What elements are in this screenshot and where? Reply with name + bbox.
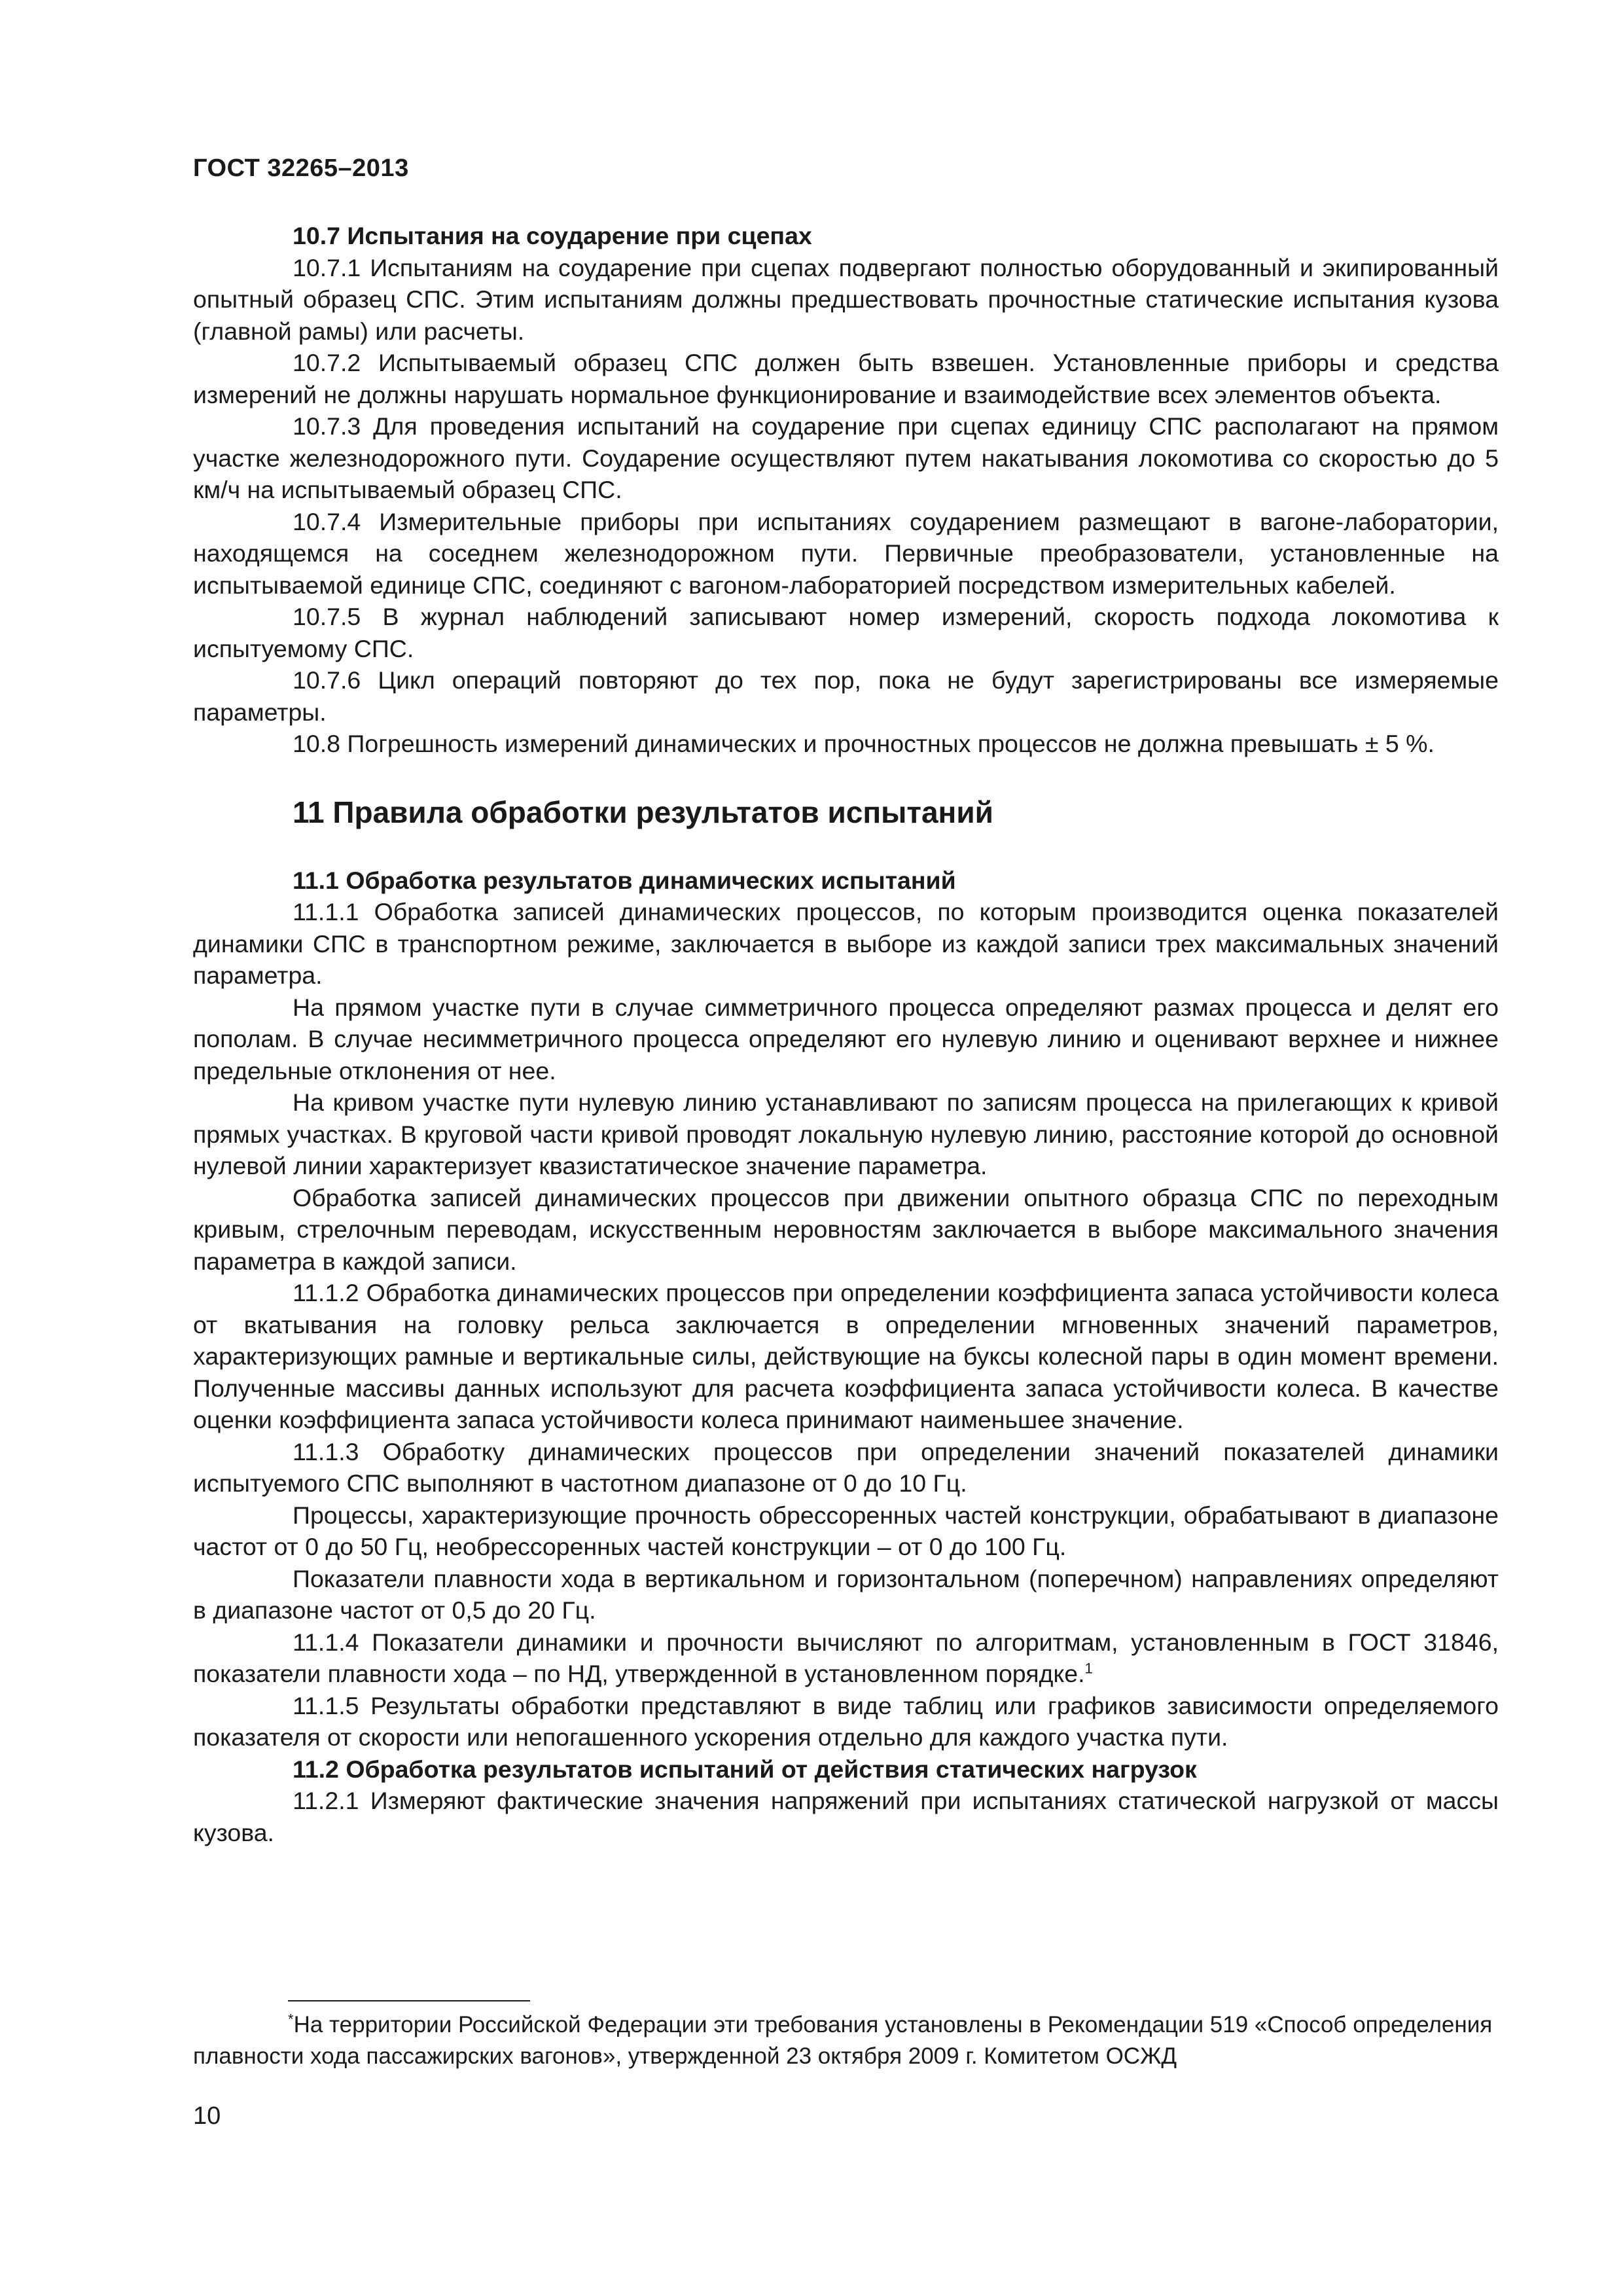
section-heading-11: 11 Правила обработки результатов испытаний	[293, 795, 993, 829]
paragraph-11-1-4	[193, 1626, 1499, 1690]
paragraph-11-1-1-curve: На кривом участке пути нулевую линию устанавливают по записям процесса на прилегающих к кривой прямых участках. В круговой части кривой проводят локальную нулевую линию, расстояние которой до основной нулевой линии характеризует квазистатическое значение параметра.	[193, 1088, 1499, 1179]
subsection-heading-11-2: 11.2 Обработка результатов испытаний от действия статических нагрузок	[293, 1755, 1197, 1783]
standard-designation: ГОСТ 32265–2013	[193, 154, 409, 182]
paragraph-11-1-2: 11.1.2 Обработка динамических процессов при определении коэффициента запаса устойчивости колеса от вкатывания на головку рельса заключается в определении мгновенных значений параметров, характеризующих рамные и вертикальные силы, действующие на буксы колесной пары в один момент времени. Полученные массивы данных используют для расчета коэффициента запаса устойчивости колеса. В качестве оценки коэффициента запаса устойчивости колеса принимают наименьшее значение.	[193, 1279, 1499, 1433]
paragraph-10-7-1: 10.7.1 Испытаниям на соударение при сцепах подвергают полностью оборудованный и экипированный опытный образец СПС. Этим испытаниям должны предшествовать прочностные статические испытания кузова (главной рамы) или расчеты.	[193, 253, 1499, 345]
paragraph-11-1-5: 11.1.5 Результаты обработки представляют в виде таблиц или графиков зависимости определяемого показателя от скорости или непогашенного ускорения отдельно для каждого участка пути.	[193, 1691, 1499, 1751]
paragraph-11-1-3-strength: Процессы, характеризующие прочность обрессоренных частей конструкции, обрабатывают в диапазоне частот от 0 до 50 Гц, необрессоренных частей конструкции – от 0 до 100 Гц.	[193, 1501, 1499, 1560]
footnote-reference[interactable]: 1	[1084, 1660, 1093, 1677]
paragraph-11-1-3-smoothness: Показатели плавности хода в вертикальном и горизонтальном (поперечном) направлениях определяют в диапазоне частот от 0,5 до 20 Гц.	[193, 1564, 1499, 1624]
paragraph-11-1-1: 11.1.1 Обработка записей динамических процессов, по которым производится оценка показателей динамики СПС в транспортном режиме, заключается в выборе из каждой записи трех максимальных значений параметра.	[193, 898, 1499, 989]
paragraph-11-1-1-straight: На прямом участке пути в случае симметричного процесса определяют размах процесса и делят его пополам. В случае несимметричного процесса определяют его нулевую линию и оценивают верхнее и нижнее предельные отклонения от нее.	[193, 993, 1499, 1085]
footnote-marker: *	[288, 2011, 294, 2028]
page-content	[193, 220, 1499, 1848]
paragraph-11-1-1-transition: Обработка записей динамических процессов при движении опытного образца СПС по переходным кривым, стрелочным переводам, искусственным неровностям заключается в выборе максимального значения параметра в каждой записи.	[193, 1183, 1499, 1275]
paragraph-10-7-5: 10.7.5 В журнал наблюдений записывают номер измерений, скорость подхода локомотива к испытуемому СПС.	[193, 603, 1499, 662]
paragraph-10-7-2: 10.7.2 Испытываемый образец СПС должен быть взвешен. Установленные приборы и средства измерений не должны нарушать нормальное функционирование и взаимодействие всех элементов объекта.	[193, 349, 1499, 408]
footnote-divider	[288, 2000, 530, 2001]
paragraph-10-8: 10.8 Погрешность измерений динамических и прочностных процессов не должна превышать ± 5 %.	[293, 730, 1435, 757]
paragraph-11-2-1: 11.2.1 Измеряют фактические значения напряжений при испытаниях статической нагрузкой от массы кузова.	[193, 1787, 1499, 1846]
footnote-text: На территории Российской Федерации эти требования установлены в Рекомендации 519 «Способ определения плавности хода пассажирских вагонов», утвержденной 23 октября 2009 г. Комитетом ОСЖД	[193, 2012, 1493, 2069]
footnote	[193, 2009, 1499, 2072]
paragraph-11-1-4-text: 11.1.4 Показатели динамики и прочности вычисляют по алгоритмам, установленным в ГОСТ 31846, показатели плавности хода – по НД, утвержденной в установленном порядке.	[193, 1628, 1499, 1687]
paragraph-11-1-3: 11.1.3 Обработку динамических процессов при определении значений показателей динамики испытуемого СПС выполняют в частотном диапазоне от 0 до 10 Гц.	[193, 1437, 1499, 1497]
paragraph-10-7-3: 10.7.3 Для проведения испытаний на соударение при сцепах единицу СПС располагают на прямом участке железнодорожного пути. Соударение осуществляют путем накатывания локомотива со скоростью до 5 км/ч на испытываемый образец СПС.	[193, 412, 1499, 503]
paragraph-10-7-6: 10.7.6 Цикл операций повторяют до тех пор, пока не будут зарегистрированы все измеряемые параметры.	[193, 666, 1499, 726]
subsection-heading-10-7: 10.7 Испытания на соударение при сцепах	[293, 222, 812, 249]
subsection-heading-11-1: 11.1 Обработка результатов динамических испытаний	[293, 866, 956, 894]
paragraph-10-7-4: 10.7.4 Измерительные приборы при испытаниях соударением размещают в вагоне-лаборатории, находящемся на соседнем железнодорожном пути. Первичные преобразователи, установленные на испытываемой единице СПС, соединяют с вагоном-лабораторией посредством измерительных кабелей.	[193, 507, 1499, 599]
page-number: 10	[193, 2102, 221, 2130]
